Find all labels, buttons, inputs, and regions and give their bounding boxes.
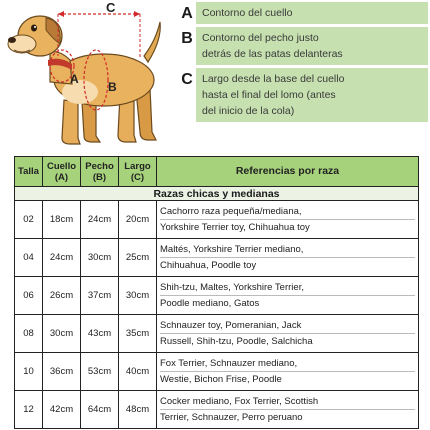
cell-talla: 04 <box>15 239 43 277</box>
cell-pecho: 24cm <box>81 201 119 239</box>
section-row <box>15 187 419 201</box>
cell-referencia <box>157 391 419 429</box>
table-row <box>15 277 419 315</box>
table-row <box>15 315 419 353</box>
ref-line: Russell, Shih-tzu, Poodle, Salchicha <box>160 333 415 349</box>
cell-talla: 12 <box>15 391 43 429</box>
legend-line: del inicio de la cola) <box>202 105 295 117</box>
table-row <box>15 353 419 391</box>
cell-referencia <box>157 353 419 391</box>
legend-text <box>196 27 428 65</box>
label-a: A <box>70 72 79 86</box>
cell-cuello: 30cm <box>43 315 81 353</box>
header-talla: Talla <box>15 157 43 187</box>
ref-line: Schnauzer toy, Pomeranian, Jack <box>160 320 302 331</box>
ref-line: Fox Terrier, Schnauzer mediano, <box>160 358 298 369</box>
legend-item-b <box>178 27 428 65</box>
legend-letter: B <box>181 30 193 47</box>
table-row <box>15 391 419 429</box>
section-title: Razas chicas y medianas <box>15 187 419 201</box>
label-c: C <box>106 0 116 15</box>
table-row <box>15 239 419 277</box>
cell-pecho: 37cm <box>81 277 119 315</box>
cell-largo: 40cm <box>119 353 157 391</box>
cell-cuello: 24cm <box>43 239 81 277</box>
ref-line: Cachorro raza pequeña/mediana, <box>160 206 302 217</box>
size-table <box>14 156 419 429</box>
label-b: B <box>108 80 117 94</box>
cell-talla: 10 <box>15 353 43 391</box>
ref-line: Maltés, Yorkshire Terrier mediano, <box>160 244 304 255</box>
cell-referencia <box>157 201 419 239</box>
cell-talla: 02 <box>15 201 43 239</box>
legend-letter: C <box>181 71 193 88</box>
cell-largo: 20cm <box>119 201 157 239</box>
cell-cuello: 42cm <box>43 391 81 429</box>
table-header-row <box>15 157 419 187</box>
table-row <box>15 201 419 239</box>
legend-line: Contorno del pecho justo <box>202 32 319 44</box>
dog-measurement-illustration <box>0 0 170 150</box>
header-pecho-label: Pecho <box>85 160 114 172</box>
header-largo-label: Largo <box>124 160 151 172</box>
measurement-legend <box>178 2 428 125</box>
header-largo <box>119 157 157 187</box>
cell-pecho: 30cm <box>81 239 119 277</box>
cell-largo: 35cm <box>119 315 157 353</box>
ref-line: Terrier, Schnauzer, Perro peruano <box>160 409 415 425</box>
legend-line: hasta el final del lomo (antes <box>202 89 336 101</box>
legend-text <box>196 68 428 122</box>
cell-referencia <box>157 277 419 315</box>
cell-talla: 06 <box>15 277 43 315</box>
ref-line: Shih-tzu, Maltes, Yorkshire Terrier, <box>160 282 304 293</box>
ref-line: Yorkshire Terrier toy, Chihuahua toy <box>160 219 415 235</box>
legend-item-c <box>178 68 428 122</box>
header-pecho <box>81 157 119 187</box>
cell-cuello: 36cm <box>43 353 81 391</box>
header-largo-sub: (C) <box>130 171 145 183</box>
legend-line: Contorno del cuello <box>202 7 293 19</box>
cell-largo: 48cm <box>119 391 157 429</box>
cell-pecho: 53cm <box>81 353 119 391</box>
cell-cuello: 18cm <box>43 201 81 239</box>
legend-line: Largo desde la base del cuello <box>202 73 345 85</box>
legend-line: detrás de las patas delanteras <box>202 48 343 60</box>
cell-cuello: 26cm <box>43 277 81 315</box>
ref-line: Poodle mediano, Gatos <box>160 295 415 311</box>
cell-talla: 08 <box>15 315 43 353</box>
header-cuello <box>43 157 81 187</box>
cell-referencia <box>157 239 419 277</box>
cell-largo: 30cm <box>119 277 157 315</box>
header-cuello-sub: (A) <box>54 171 69 183</box>
header-pecho-sub: (B) <box>92 171 107 183</box>
dog-illustration-icon <box>0 0 170 150</box>
ref-line: Westie, Bichon Frise, Poodle <box>160 371 415 387</box>
cell-pecho: 64cm <box>81 391 119 429</box>
ref-line: Chihuahua, Poodle toy <box>160 257 415 273</box>
legend-letter: A <box>181 5 193 22</box>
header-referencias: Referencias por raza <box>157 157 419 187</box>
cell-referencia <box>157 315 419 353</box>
header-cuello-label: Cuello <box>46 160 77 172</box>
legend-text <box>196 2 428 24</box>
cell-pecho: 43cm <box>81 315 119 353</box>
cell-largo: 25cm <box>119 239 157 277</box>
ref-line: Cocker mediano, Fox Terrier, Scottish <box>160 396 319 407</box>
legend-item-a <box>178 2 428 24</box>
